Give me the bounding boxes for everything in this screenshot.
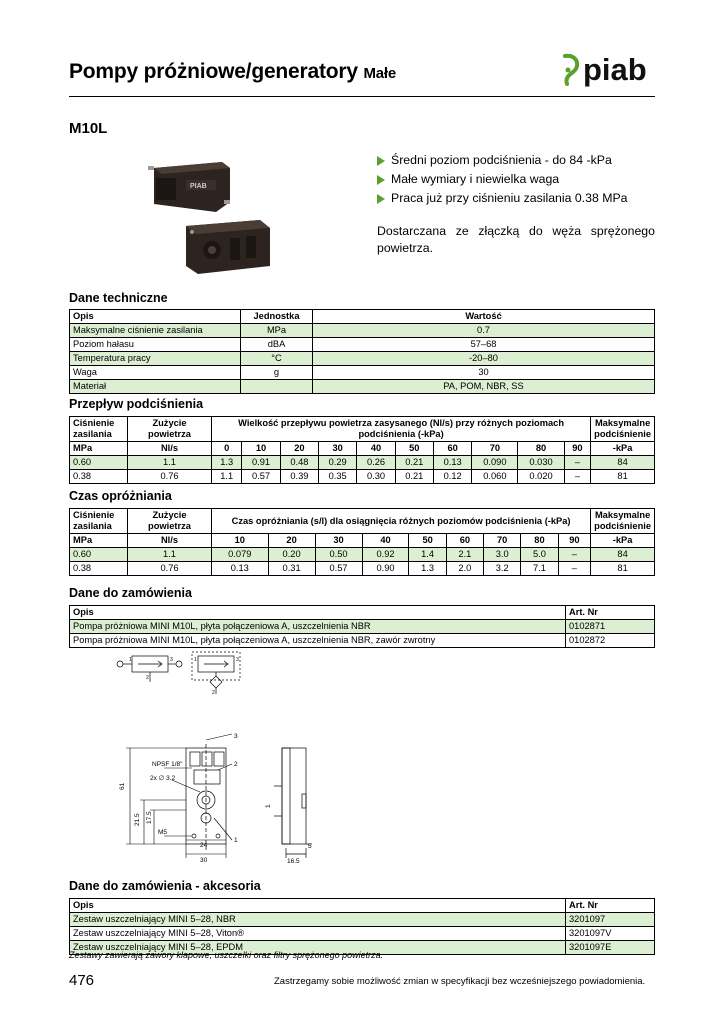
table-row <box>70 470 655 484</box>
pump-bottom-view <box>186 220 270 274</box>
evac-heading: Czas opróżniania <box>69 489 172 503</box>
table-cell: MPa <box>70 534 128 548</box>
tech-table <box>69 309 655 394</box>
table-cell: 0.57 <box>242 470 280 484</box>
table-cell: Maksymalne podciśnienie <box>591 509 655 534</box>
tech-heading: Dane techniczne <box>69 291 168 305</box>
table-row <box>70 620 655 634</box>
table-cell: Zestaw uszczelniający MINI 5–28, EPDM <box>70 941 566 955</box>
table-cell: 10 <box>212 534 269 548</box>
drawing-label: 16.5 <box>287 858 300 865</box>
table-cell: MPa <box>70 442 128 456</box>
table-cell: 3.2 <box>484 562 521 576</box>
table-cell: 0.060 <box>472 470 518 484</box>
table-cell: dBA <box>241 338 313 352</box>
table-cell: 3.0 <box>484 548 521 562</box>
table-cell: 1.4 <box>409 548 446 562</box>
table-cell: Materiał <box>70 380 241 394</box>
table-row <box>70 366 655 380</box>
table-header-row <box>70 310 655 324</box>
table-row <box>70 634 655 648</box>
acc-table <box>69 898 655 955</box>
table-cell: 0.020 <box>518 470 564 484</box>
pump-top-view <box>148 162 230 212</box>
table-cell: 0.13 <box>212 562 269 576</box>
bullet-arrow-icon <box>377 175 385 185</box>
table-row <box>70 562 655 576</box>
table-cell: 81 <box>591 470 655 484</box>
bullet-arrow-icon <box>377 194 385 204</box>
table-cell: 0.090 <box>472 456 518 470</box>
drawing-label: 3 <box>234 733 238 740</box>
table-cell: 0.90 <box>362 562 409 576</box>
table-cell: 3201097E <box>566 941 655 955</box>
drawing-label: 2x ∅ 3.2 <box>150 775 176 782</box>
table-cell: 90 <box>564 442 591 456</box>
table-cell: 60 <box>433 442 471 456</box>
drawing-label: 5 <box>308 843 312 850</box>
table-cell: 7.1 <box>521 562 558 576</box>
drawing-label: 2 <box>146 675 149 681</box>
drawing-label: 1 <box>234 837 238 844</box>
table-cell: 20 <box>268 534 315 548</box>
table-cell: Nl/s <box>128 442 212 456</box>
piab-logo <box>559 52 659 88</box>
drawing-label: 24 <box>200 842 208 849</box>
drawing-label: 61 <box>119 782 126 790</box>
bullet-arrow-icon <box>377 156 385 166</box>
flow-table <box>69 416 655 484</box>
table-header-row <box>70 417 655 442</box>
table-cell: 0 <box>212 442 242 456</box>
product-description: Dostarczana ze złączką do węża sprężonego powietrza. <box>377 224 655 255</box>
drawing-label: M5 <box>158 829 168 836</box>
feature-item: Średni poziom podciśnienia - do 84 -kPa <box>377 151 628 170</box>
order-heading: Dane do zamówienia <box>69 586 192 600</box>
table-cell: 1.1 <box>128 548 212 562</box>
table-cell: Ciśnienie zasilania <box>70 509 128 534</box>
table-cell: 0.21 <box>395 456 433 470</box>
table-cell: 0.38 <box>70 470 128 484</box>
table-cell: – <box>558 562 591 576</box>
table-row <box>70 380 655 394</box>
table-units-row <box>70 442 655 456</box>
table-cell: 0102872 <box>566 634 655 648</box>
table-cell: 0.7 <box>313 324 655 338</box>
evac-table <box>69 508 655 576</box>
table-cell: -kPa <box>591 442 655 456</box>
table-cell: Waga <box>70 366 241 380</box>
drawing-label: 21.5 <box>134 813 141 826</box>
table-cell: – <box>558 548 591 562</box>
table-cell: 57–68 <box>313 338 655 352</box>
table-cell: 0.39 <box>280 470 318 484</box>
table-cell: Poziom hałasu <box>70 338 241 352</box>
table-cell: Zestaw uszczelniający MINI 5–28, NBR <box>70 913 566 927</box>
front-view <box>186 744 226 850</box>
table-cell: Jednostka <box>241 310 313 324</box>
table-cell: 0.12 <box>433 470 471 484</box>
table-cell: 1.1 <box>212 470 242 484</box>
table-cell: 1.1 <box>128 456 212 470</box>
table-cell: PA, POM, NBR, SS <box>313 380 655 394</box>
table-cell: 0.31 <box>268 562 315 576</box>
table-cell: 2.1 <box>446 548 483 562</box>
logo-text: piab <box>583 52 647 87</box>
drawing-label: 2 <box>234 761 238 768</box>
page-title-sub: Małe <box>363 65 397 82</box>
table-row <box>70 913 655 927</box>
table-cell: 30 <box>319 442 357 456</box>
header-rule <box>69 96 655 97</box>
table-cell: 0.26 <box>357 456 395 470</box>
footer-disclaimer: Zastrzegamy sobie możliwość zmian w specyfikacji bez wcześniejszego powiadomienia. <box>274 976 646 987</box>
table-cell: °C <box>241 352 313 366</box>
table-cell: Maksymalne podciśnienie <box>591 417 655 442</box>
table-cell: 0.76 <box>128 470 212 484</box>
table-cell: 0.030 <box>518 456 564 470</box>
table-cell: 0.50 <box>315 548 362 562</box>
page-title-main: Pompy próżniowe/generatory <box>69 60 358 83</box>
table-cell: 30 <box>313 366 655 380</box>
table-cell: Temperatura pracy <box>70 352 241 366</box>
table-cell: 3201097 <box>566 913 655 927</box>
table-row <box>70 927 655 941</box>
pneumatic-symbols <box>112 648 252 698</box>
table-cell: 0.20 <box>268 548 315 562</box>
table-cell: Czas opróżniania (s/l) dla osiągnięcia różnych poziomów podciśnienia (-kPa) <box>212 509 591 534</box>
table-row <box>70 324 655 338</box>
table-cell: -kPa <box>591 534 655 548</box>
table-cell: 1.3 <box>212 456 242 470</box>
feature-item: Praca już przy ciśnieniu zasilania 0.38 MPa <box>377 189 628 208</box>
table-cell: 84 <box>591 548 655 562</box>
table-header-row <box>70 509 655 534</box>
model-name: M10L <box>69 120 108 137</box>
symbol-check-valve <box>192 652 240 694</box>
table-cell: Art. Nr <box>566 606 655 620</box>
drawing-label: 2 <box>212 690 215 696</box>
drawing-label: 1 <box>129 657 132 663</box>
brand-mark: PIAB <box>190 183 207 190</box>
table-cell: 0.38 <box>70 562 128 576</box>
drawing-label: 3 <box>170 657 173 663</box>
table-cell: 0.60 <box>70 548 128 562</box>
table-cell: 90 <box>558 534 591 548</box>
table-cell: 50 <box>409 534 446 548</box>
drawing-label: 30 <box>200 857 208 864</box>
table-header-row <box>70 899 655 913</box>
table-cell: – <box>564 470 591 484</box>
table-cell: 0.92 <box>362 548 409 562</box>
side-view <box>274 748 312 858</box>
dimension-drawing <box>114 730 334 870</box>
table-cell: 81 <box>591 562 655 576</box>
table-cell: Zestaw uszczelniający MINI 5–28, Viton® <box>70 927 566 941</box>
table-cell: 0102871 <box>566 620 655 634</box>
table-cell: – <box>564 456 591 470</box>
table-cell: Pompa próżniowa MINI M10L, płyta połączeniowa A, uszczelnienia NBR, zawór zwrotny <box>70 634 566 648</box>
table-cell: 70 <box>484 534 521 548</box>
table-cell: 50 <box>395 442 433 456</box>
table-cell: Ciśnienie zasilania <box>70 417 128 442</box>
acc-heading: Dane do zamówienia - akcesoria <box>69 879 261 893</box>
page-title <box>69 60 396 84</box>
page-number: 476 <box>69 972 95 989</box>
table-cell: Zużycie powietrza <box>128 417 212 442</box>
feature-item: Małe wymiary i niewielka waga <box>377 170 628 189</box>
drawing-label: 3 <box>236 657 239 663</box>
table-cell: -20–80 <box>313 352 655 366</box>
table-cell: 0.13 <box>433 456 471 470</box>
table-cell: Wartość <box>313 310 655 324</box>
table-cell: Opis <box>70 899 566 913</box>
table-cell: 1.3 <box>409 562 446 576</box>
drawing-label: 1 <box>265 804 272 808</box>
feature-list <box>377 151 628 208</box>
table-cell: 0.35 <box>319 470 357 484</box>
drawing-label: NPSF 1/8" <box>152 761 183 768</box>
table-cell: 60 <box>446 534 483 548</box>
table-cell: 80 <box>521 534 558 548</box>
table-cell: Art. Nr <box>566 899 655 913</box>
table-cell: 0.079 <box>212 548 269 562</box>
table-cell: Wielkość przepływu powietrza zasysanego (Nl/s) przy różnych poziomach podciśnienia (-kPa) <box>212 417 591 442</box>
table-cell: 10 <box>242 442 280 456</box>
order-table <box>69 605 655 648</box>
table-cell: Pompa próżniowa MINI M10L, płyta połączeniowa A, uszczelnienia NBR <box>70 620 566 634</box>
table-cell: 2.0 <box>446 562 483 576</box>
flow-heading: Przepływ podciśnienia <box>69 397 204 411</box>
product-image <box>142 158 282 276</box>
table-row <box>70 456 655 470</box>
table-cell: 5.0 <box>521 548 558 562</box>
table-cell: Opis <box>70 606 566 620</box>
drawing-label: 1 <box>194 657 197 663</box>
table-row <box>70 352 655 366</box>
table-cell: 40 <box>362 534 409 548</box>
table-cell: g <box>241 366 313 380</box>
table-row <box>70 548 655 562</box>
table-cell: 80 <box>518 442 564 456</box>
drawing-label: 17.5 <box>146 811 153 824</box>
table-cell: 3201097V <box>566 927 655 941</box>
table-cell: 20 <box>280 442 318 456</box>
table-cell: 40 <box>357 442 395 456</box>
table-cell <box>241 380 313 394</box>
table-cell: 0.57 <box>315 562 362 576</box>
table-cell: 0.91 <box>242 456 280 470</box>
table-header-row <box>70 606 655 620</box>
table-cell: MPa <box>241 324 313 338</box>
table-cell: 0.48 <box>280 456 318 470</box>
table-cell: 30 <box>315 534 362 548</box>
table-cell: 0.60 <box>70 456 128 470</box>
table-cell: 0.29 <box>319 456 357 470</box>
table-cell: 84 <box>591 456 655 470</box>
table-cell: Maksymalne ciśnienie zasilania <box>70 324 241 338</box>
table-cell: Zużycie powietrza <box>128 509 212 534</box>
accessories-note: Zestawy zawierają zawory klapowe, uszczelki oraz filtry sprężonego powietrza. <box>69 950 384 960</box>
table-cell: Opis <box>70 310 241 324</box>
dimension-lines <box>126 734 232 858</box>
table-cell: 70 <box>472 442 518 456</box>
table-cell: 0.76 <box>128 562 212 576</box>
table-cell: Nl/s <box>128 534 212 548</box>
table-cell: 0.30 <box>357 470 395 484</box>
table-row <box>70 338 655 352</box>
table-units-row <box>70 534 655 548</box>
table-cell: 0.21 <box>395 470 433 484</box>
